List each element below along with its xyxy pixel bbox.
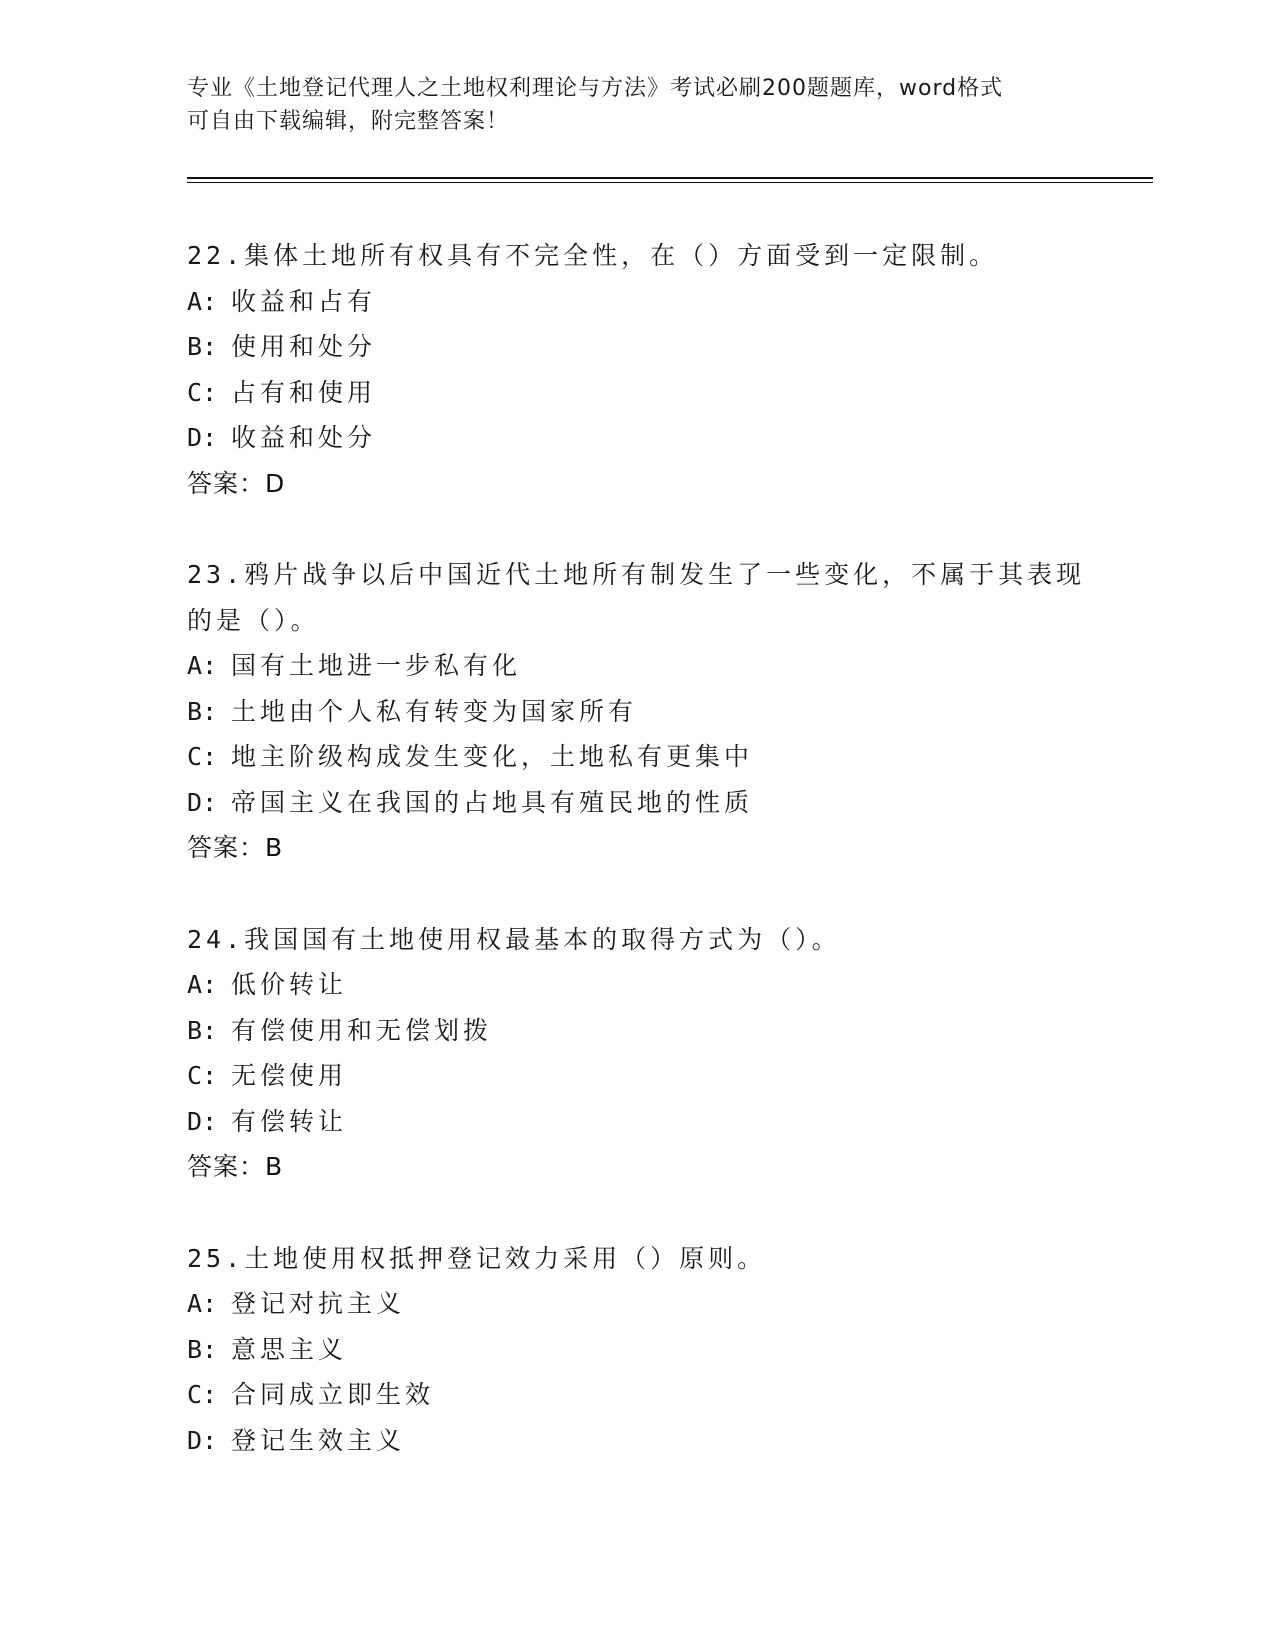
question-block (187, 233, 1087, 506)
answer-option (187, 1372, 1087, 1418)
answer-option (187, 1281, 1087, 1327)
answer-text: 答案：B (187, 833, 284, 862)
option-text: 意思主义 (231, 1334, 348, 1364)
question-stem: 22.集体土地所有权具有不完全性，在（）方面受到一定限制。 (187, 241, 999, 270)
option-text: 无偿使用 (231, 1061, 348, 1090)
option-key: D: (187, 1106, 218, 1136)
option-key: B: (187, 696, 218, 726)
question-stem: 23.鸦片战争以后中国近代土地所有制发生了一些变化，不属于其表现 (187, 560, 1086, 589)
answer-option (187, 324, 1087, 370)
question-list (187, 233, 1087, 1509)
option-text: 使用和处分 (231, 332, 377, 361)
answer-option (187, 734, 1087, 780)
option-text: 登记生效主义 (231, 1425, 406, 1455)
header-line-2: 可自由下载编辑，附完整答案！ (187, 109, 510, 134)
option-text: 地主阶级构成发生变化，土地私有更集中 (231, 742, 754, 771)
question-block (187, 917, 1087, 1190)
option-text: 有偿转让 (231, 1106, 348, 1136)
question-block (187, 1236, 1087, 1464)
option-text: 登记对抗主义 (231, 1289, 406, 1318)
question-stem: 25.土地使用权抵押登记效力采用（）原则。 (187, 1243, 767, 1273)
option-key: A: (187, 970, 218, 999)
answer-option (187, 1418, 1087, 1464)
answer-option (187, 1327, 1087, 1373)
answer-option (187, 1008, 1087, 1054)
document-header (187, 72, 1067, 138)
option-text: 国有土地进一步私有化 (231, 651, 522, 680)
question-stem: 24.我国国有土地使用权最基本的取得方式为（）。 (187, 924, 841, 954)
answer-option (187, 962, 1087, 1008)
option-key: B: (187, 1015, 218, 1045)
option-key: D: (187, 787, 218, 817)
option-key: A: (187, 286, 218, 316)
answer-option (187, 1099, 1087, 1145)
option-text: 合同成立即生效 (231, 1380, 435, 1409)
header-line-1: 专业《土地登记代理人之土地权利理论与方法》考试必刷200题题库，word格式 (187, 76, 1004, 101)
option-key: B: (187, 332, 218, 361)
option-text: 低价转让 (231, 970, 348, 999)
option-key: C: (187, 377, 218, 407)
question-block (187, 552, 1087, 871)
answer-option (187, 279, 1087, 325)
option-text: 占有和使用 (231, 377, 377, 407)
answer-option (187, 1053, 1087, 1099)
option-key: A: (187, 1289, 218, 1318)
option-text: 收益和处分 (231, 423, 377, 452)
header-divider (187, 177, 1153, 183)
answer-option (187, 689, 1087, 735)
option-text: 帝国主义在我国的占地具有殖民地的性质 (231, 787, 754, 817)
answer-text: 答案：D (187, 468, 286, 498)
option-text: 土地由个人私有转变为国家所有 (231, 696, 638, 726)
question-stem: 的是（）。 (187, 605, 320, 635)
answer-option (187, 370, 1087, 416)
answer-option (187, 643, 1087, 689)
option-key: A: (187, 651, 218, 680)
answer-option (187, 780, 1087, 826)
option-text: 收益和占有 (231, 286, 377, 316)
answer-text: 答案：B (187, 1152, 284, 1181)
option-text: 有偿使用和无偿划拨 (231, 1015, 493, 1045)
option-key: D: (187, 1425, 218, 1455)
option-key: C: (187, 1380, 218, 1409)
option-key: C: (187, 1061, 218, 1090)
answer-option (187, 415, 1087, 461)
option-key: D: (187, 423, 218, 452)
option-key: B: (187, 1334, 218, 1364)
option-key: C: (187, 742, 218, 771)
